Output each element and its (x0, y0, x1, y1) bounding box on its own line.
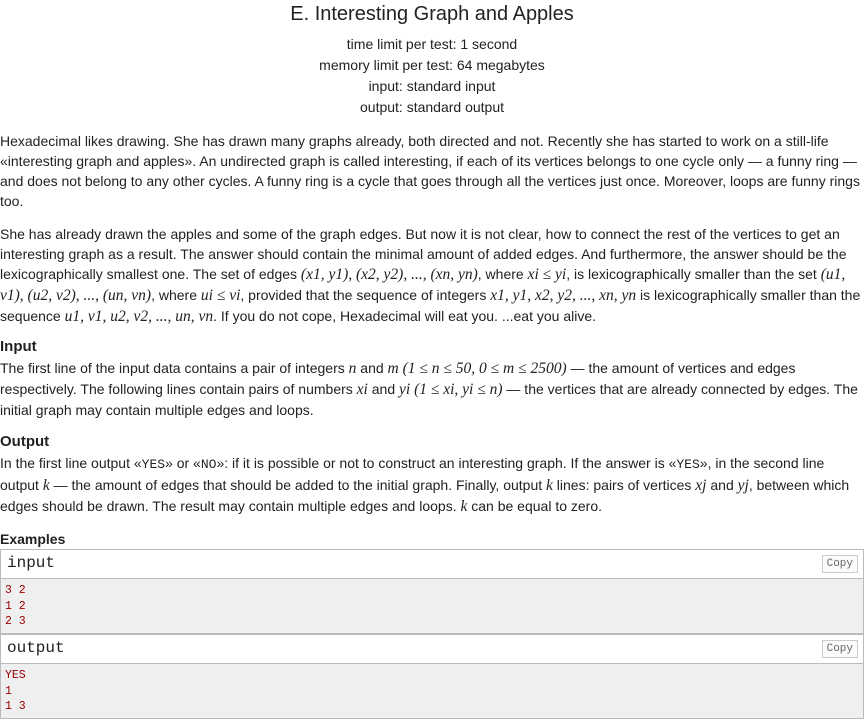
memory-limit: memory limit per test: 64 megabytes (319, 57, 545, 73)
example-input-box (0, 549, 864, 634)
code-literal: YES (676, 457, 700, 472)
problem-title: E. Interesting Graph and Apples (290, 3, 574, 25)
example-output-line: 1 3 (5, 700, 26, 713)
output-description (0, 453, 862, 517)
statement-text: She has already drawn the apples and some of the graph edges. But now it is not clear, how to connect the rest of the vertices to get an interesting graph as a result. The answer should contain the minimal amount of added edges. And furthermore, the answer should be the lexicographically smallest one. The set of edges (0, 226, 847, 282)
output-text: — the amount of edges that should be added to the initial graph. Finally, output (49, 477, 547, 493)
example-input-line: 2 3 (5, 615, 26, 628)
example-output-box (0, 634, 864, 719)
math-expression: k (42, 477, 50, 494)
example-input-header (1, 550, 863, 579)
statement-text: , where (477, 266, 528, 282)
copy-input-button[interactable]: Copy (822, 555, 858, 573)
math-expression: k (546, 477, 553, 494)
math-expression: (1 ≤ n ≤ 50, 0 ≤ m ≤ 2500) (398, 360, 567, 377)
statement-text: . If you do not cope, Hexadecimal will eat you. ...eat you alive. (213, 308, 596, 324)
input-text: — the amount of vertices and edges respectively. The following lines contain pairs of numbers (0, 360, 796, 397)
output-text: In the first line output « (0, 455, 142, 471)
output-text: , between which edges should be drawn. The result may contain multiple edges and loops. (0, 477, 850, 514)
math-expression: (1 ≤ xi, yi ≤ n) (410, 381, 503, 398)
statement-text: , where (151, 287, 201, 303)
example-input-content (1, 579, 863, 633)
input-text: The first line of the input data contains a pair of integers (0, 360, 349, 376)
input-description (0, 358, 862, 420)
example-input-line: 1 2 (5, 599, 26, 613)
math-expression: x1, y1, x2, y2, ..., xn, yn (490, 287, 637, 304)
examples-heading: Examples (0, 531, 66, 547)
example-input-label: input (7, 554, 56, 572)
math-expression: ui ≤ vi (200, 287, 241, 304)
output-text: can be equal to zero. (467, 498, 603, 514)
copy-output-button[interactable]: Copy (822, 640, 858, 658)
statement-text: , is lexicographically smaller than the set (566, 266, 821, 282)
output-text: »: if it is possible or not to construct an interesting graph. If the answer is « (216, 455, 677, 471)
code-literal: YES (141, 457, 166, 472)
input-text: and (367, 381, 399, 397)
math-expression: xj (695, 477, 707, 494)
output-text: lines: pairs of vertices (552, 477, 696, 493)
math-expression: u1, v1, u2, v2, ..., un, vn (64, 308, 214, 325)
math-expression: m (387, 360, 399, 377)
output-text: and (706, 477, 738, 493)
output-spec: output: standard output (360, 99, 504, 115)
input-heading: Input (0, 338, 37, 355)
math-expression: xi ≤ yi (527, 266, 567, 283)
code-literal: NO (200, 457, 217, 472)
output-text: », in the second line output (0, 455, 825, 493)
output-heading: Output (0, 433, 50, 450)
math-expression: xi (356, 381, 368, 398)
example-input-line: 3 2 (5, 584, 26, 597)
time-limit: time limit per test: 1 second (346, 36, 518, 52)
math-expression: yi (399, 381, 411, 398)
math-expression: n (348, 360, 357, 377)
example-output-line: YES (5, 669, 26, 682)
output-text: » or « (165, 455, 201, 471)
math-expression: k (460, 498, 468, 515)
math-expression: yj (737, 477, 749, 494)
example-output-header (1, 635, 863, 664)
statement-paragraph-2 (0, 224, 862, 327)
example-output-label: output (7, 639, 65, 657)
math-expression: (x1, y1), (x2, y2), ..., (xn, yn) (300, 266, 478, 283)
example-output-content (1, 664, 863, 718)
statement-paragraph-1: Hexadecimal likes drawing. She has drawn many graphs already, both directed and not. Recently she has started to work on a still-life «interesting graph and apples». An undirected graph is called interesting, if each of its vertices belongs to one cycle only — a funny ring — and does not belong to any other cycles. A funny ring is a cycle that goes through all the vertices just once. Moreover, loops are funny rings too. (0, 133, 860, 209)
example-output-line: 1 (5, 684, 12, 698)
input-text: — the vertices that are already connected by edges. The initial graph may contain multiple edges and loops. (0, 381, 858, 418)
input-spec: input: standard input (368, 78, 496, 94)
input-text: and (356, 360, 388, 376)
statement-text: , provided that the sequence of integers (240, 287, 491, 303)
statement-text: is lexicographically smaller than the sequence (0, 287, 861, 324)
math-expression: (u1, v1), (u2, v2), ..., (un, vn) (0, 266, 846, 304)
